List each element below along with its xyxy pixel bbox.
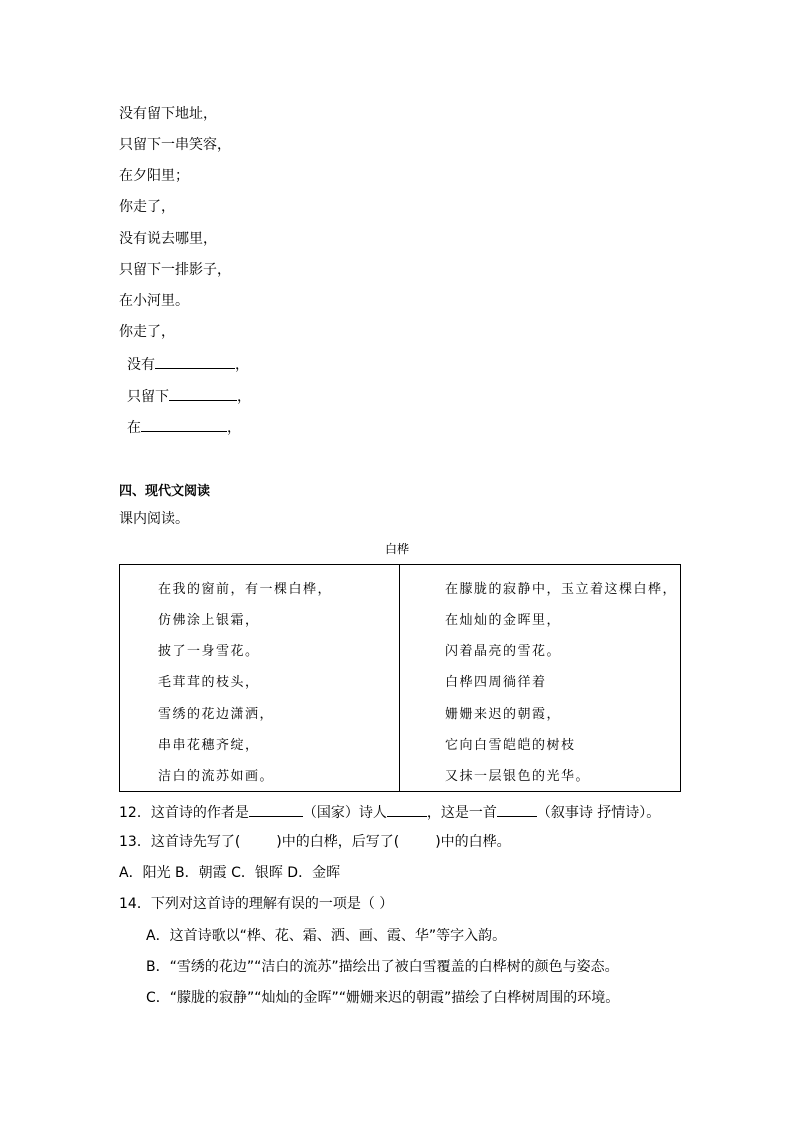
q13-text-c: )中的白桦。 xyxy=(435,834,511,850)
poem-verse: 披了一身雪花。 xyxy=(158,644,260,659)
fill-suffix: ， xyxy=(227,420,241,436)
poem-line: 在夕阳里； xyxy=(119,168,189,184)
fill-prefix: 没有 xyxy=(127,357,155,373)
poem-verse: 它向白雪皑皑的树枝 xyxy=(445,738,576,753)
blank-field[interactable] xyxy=(141,416,227,432)
poem-line: 只留下一串笑容， xyxy=(119,137,231,153)
poem-verse: 洁白的流苏如画。 xyxy=(158,769,275,784)
blank-field[interactable] xyxy=(497,801,537,817)
poem-verse: 白桦四周徜徉着 xyxy=(445,675,547,690)
blank-field[interactable] xyxy=(249,801,303,817)
fill-prefix: 在 xyxy=(127,420,141,436)
poem-line: 没有说去哪里， xyxy=(119,231,217,247)
q13-text-b: )中的白桦，后写了( xyxy=(276,834,400,850)
fill-suffix: ， xyxy=(237,389,251,405)
q13-text-a: 13．这首诗先写了( xyxy=(119,834,241,850)
poem-verse: 闪着晶亮的雪花。 xyxy=(445,644,562,659)
fill-suffix: ， xyxy=(235,357,249,373)
q12-text-d: （叙事诗 抒情诗）。 xyxy=(536,805,661,821)
blank-field[interactable] xyxy=(155,353,235,369)
question-14: 14．下列对这首诗的理解有误的一项是（ ） xyxy=(119,896,394,912)
poem-verse: 串串花穗齐绽， xyxy=(158,738,260,753)
poem-line: 在小河里。 xyxy=(119,293,189,309)
poem-verse: 在朦胧的寂静中，玉立着这棵白桦， xyxy=(445,582,678,597)
poem-column-left xyxy=(120,565,400,791)
poem-verse: 姗姗来迟的朝霞， xyxy=(445,707,562,722)
poem-verse: 仿佛涂上银霜， xyxy=(158,613,260,628)
q14-option-c[interactable]: C．“朦胧的寂静”“灿灿的金晖”“姗姗来迟的朝霞”描绘了白桦树周围的环境。 xyxy=(146,990,620,1006)
section-subtitle: 课内阅读。 xyxy=(119,511,189,527)
poem-verse: 雪绣的花边潇洒， xyxy=(158,707,275,722)
poem-line: 你走了， xyxy=(119,324,175,340)
poem-verse: 在我的窗前，有一棵白桦， xyxy=(158,582,333,597)
q14-option-a[interactable]: A．这首诗歌以“桦、花、霜、洒、画、霞、华”等字入韵。 xyxy=(146,928,507,944)
question-12 xyxy=(119,801,660,823)
poem-line: 你走了， xyxy=(119,199,175,215)
q12-text-c: ，这是一首 xyxy=(426,805,497,821)
fill-line-1 xyxy=(127,353,249,375)
q12-text-b: （国家）诗人 xyxy=(302,805,387,821)
q13-options: A．阳光 B．朝霞 C．银晖 D．金晖 xyxy=(119,865,341,881)
blank-field[interactable] xyxy=(387,801,427,817)
poem-verse: 毛茸茸的枝头， xyxy=(158,675,260,690)
fill-line-3 xyxy=(127,416,241,438)
poem-column-right xyxy=(400,565,680,791)
blank-field[interactable] xyxy=(169,385,237,401)
q14-option-b[interactable]: B．“雪绣的花边”“洁白的流苏”描绘出了被白雪覆盖的白桦树的颜色与姿态。 xyxy=(146,959,619,975)
section-title: 四、现代文阅读 xyxy=(119,484,211,499)
fill-line-2 xyxy=(127,385,251,407)
poem-title: 白桦 xyxy=(384,542,409,556)
question-13 xyxy=(119,832,511,852)
fill-prefix: 只留下 xyxy=(127,389,169,405)
poem-line: 只留下一排影子， xyxy=(119,262,231,278)
poem-verse: 在灿灿的金晖里， xyxy=(445,613,562,628)
poem-verse: 又抹一层银色的光华。 xyxy=(445,769,591,784)
poem-line: 没有留下地址， xyxy=(119,106,217,122)
q12-text-a: 12．这首诗的作者是 xyxy=(119,805,249,821)
poem-table xyxy=(119,564,681,792)
